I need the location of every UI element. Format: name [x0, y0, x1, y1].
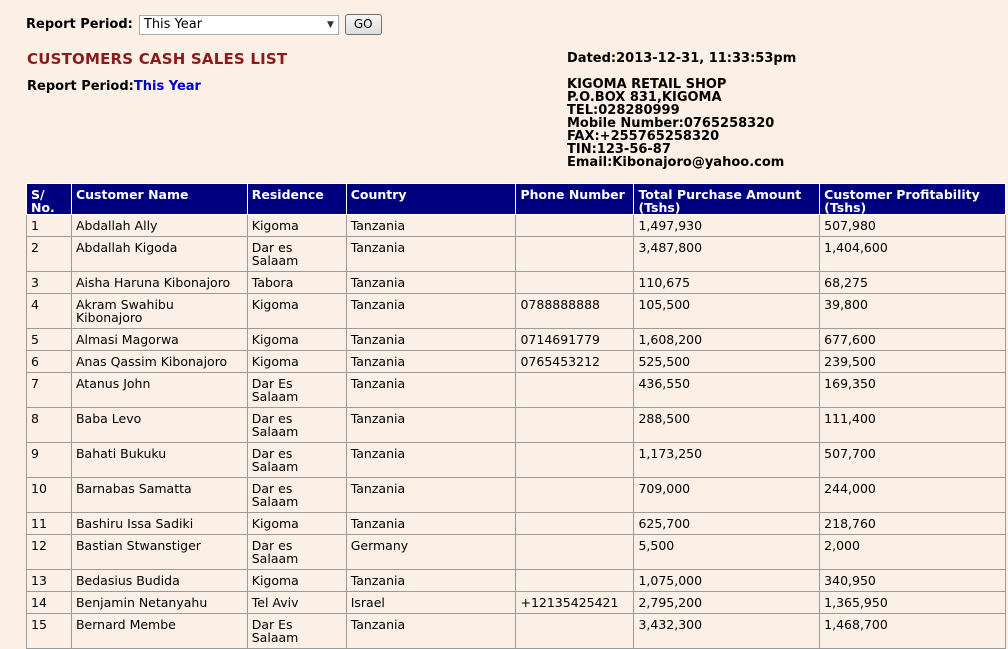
cell-profitability: 507,700	[820, 443, 1006, 478]
cell-customer-name: Aisha Haruna Kibonajoro	[71, 272, 247, 294]
shop-info	[567, 78, 784, 169]
cell-country: Tanzania	[346, 478, 516, 513]
cell-residence: Kigoma	[247, 329, 346, 351]
cell-profitability: 1,468,700	[820, 614, 1006, 649]
cell-profitability: 2,000	[820, 535, 1006, 570]
shop-fax: FAX:+255765258320	[567, 129, 720, 144]
cell-phone-number	[516, 614, 634, 649]
col-residence: Residence	[247, 184, 346, 215]
cell-phone-number	[516, 478, 634, 513]
cell-total-purchase: 1,608,200	[634, 329, 820, 351]
cell-total-purchase: 288,500	[634, 408, 820, 443]
table-row	[27, 329, 1006, 351]
cell-total-purchase: 709,000	[634, 478, 820, 513]
cell-customer-name: Baba Levo	[71, 408, 247, 443]
cell-sno: 3	[27, 272, 72, 294]
cell-sno: 6	[27, 351, 72, 373]
cell-total-purchase: 625,700	[634, 513, 820, 535]
report-title: CUSTOMERS CASH SALES LIST	[27, 50, 288, 68]
cell-country: Israel	[346, 592, 516, 614]
cell-residence: Kigoma	[247, 351, 346, 373]
table-row	[27, 373, 1006, 408]
cell-sno: 15	[27, 614, 72, 649]
cell-profitability: 239,500	[820, 351, 1006, 373]
cell-customer-name: Almasi Magorwa	[71, 329, 247, 351]
report-dated: Dated:2013-12-31, 11:33:53pm	[567, 51, 797, 66]
table-header-row	[27, 184, 1006, 215]
cell-total-purchase: 2,795,200	[634, 592, 820, 614]
cell-customer-name: Bernard Membe	[71, 614, 247, 649]
shop-box: P.O.BOX 831,KIGOMA	[567, 90, 722, 105]
cell-total-purchase: 1,075,000	[634, 570, 820, 592]
table-row	[27, 272, 1006, 294]
cell-profitability: 111,400	[820, 408, 1006, 443]
cell-country: Tanzania	[346, 443, 516, 478]
cell-country: Tanzania	[346, 294, 516, 329]
cell-total-purchase: 110,675	[634, 272, 820, 294]
cell-profitability: 218,760	[820, 513, 1006, 535]
cell-total-purchase: 436,550	[634, 373, 820, 408]
col-customer-name: Customer Name	[71, 184, 247, 215]
col-total-purchase: Total Purchase Amount (Tshs)	[634, 184, 820, 215]
shop-mobile: Mobile Number:0765258320	[567, 116, 775, 131]
cell-profitability: 244,000	[820, 478, 1006, 513]
cell-phone-number	[516, 513, 634, 535]
cell-country: Tanzania	[346, 373, 516, 408]
cell-phone-number	[516, 272, 634, 294]
table-row	[27, 535, 1006, 570]
cell-profitability: 1,404,600	[820, 237, 1006, 272]
cell-total-purchase: 5,500	[634, 535, 820, 570]
cell-profitability: 1,365,950	[820, 592, 1006, 614]
shop-tin: TIN:123-56-87	[567, 142, 671, 157]
table-row	[27, 614, 1006, 649]
cell-sno: 13	[27, 570, 72, 592]
table-row	[27, 351, 1006, 373]
table-row	[27, 592, 1006, 614]
shop-email: Email:Kibonajoro@yahoo.com	[567, 155, 785, 170]
table-row	[27, 570, 1006, 592]
table-row	[27, 513, 1006, 535]
cell-residence: Kigoma	[247, 294, 346, 329]
cell-country: Tanzania	[346, 408, 516, 443]
report-period-selected-value: This Year	[143, 17, 203, 32]
cell-sno: 7	[27, 373, 72, 408]
report-period-select[interactable]	[139, 15, 339, 35]
cell-total-purchase: 525,500	[634, 351, 820, 373]
cell-residence: Dar es Salaam	[247, 443, 346, 478]
cell-sno: 14	[27, 592, 72, 614]
cell-phone-number	[516, 535, 634, 570]
report-period-summary-label: Report Period:	[27, 79, 134, 94]
cell-phone-number	[516, 215, 634, 237]
cell-residence: Dar Es Salaam	[247, 373, 346, 408]
cell-residence: Dar es Salaam	[247, 408, 346, 443]
cell-customer-name: Bastian Stwanstiger	[71, 535, 247, 570]
cell-country: Tanzania	[346, 614, 516, 649]
report-period-label: Report Period:	[26, 17, 133, 32]
cell-phone-number	[516, 237, 634, 272]
cell-phone-number	[516, 570, 634, 592]
cell-country: Tanzania	[346, 237, 516, 272]
cell-customer-name: Atanus John	[71, 373, 247, 408]
cell-customer-name: Benjamin Netanyahu	[71, 592, 247, 614]
cell-profitability: 677,600	[820, 329, 1006, 351]
cell-profitability: 507,980	[820, 215, 1006, 237]
shop-name: KIGOMA RETAIL SHOP	[567, 77, 727, 92]
col-phone-number: Phone Number	[516, 184, 634, 215]
col-sno: S/ No.	[27, 184, 72, 215]
table-row	[27, 478, 1006, 513]
shop-tel: TEL:028280999	[567, 103, 680, 118]
cell-residence: Dar es Salaam	[247, 237, 346, 272]
cell-country: Tanzania	[346, 329, 516, 351]
cell-profitability: 39,800	[820, 294, 1006, 329]
cell-sno: 2	[27, 237, 72, 272]
cell-sno: 11	[27, 513, 72, 535]
report-period-summary-value: This Year	[133, 79, 201, 94]
cell-country: Germany	[346, 535, 516, 570]
cell-country: Tanzania	[346, 272, 516, 294]
cell-sno: 5	[27, 329, 72, 351]
cell-customer-name: Bashiru Issa Sadiki	[71, 513, 247, 535]
cell-sno: 10	[27, 478, 72, 513]
cell-country: Tanzania	[346, 351, 516, 373]
cell-profitability: 169,350	[820, 373, 1006, 408]
cell-total-purchase: 105,500	[634, 294, 820, 329]
cell-residence: Kigoma	[247, 570, 346, 592]
cell-customer-name: Abdallah Kigoda	[71, 237, 247, 272]
cell-customer-name: Akram Swahibu Kibonajoro	[71, 294, 247, 329]
cell-phone-number: 0714691779	[516, 329, 634, 351]
cell-phone-number: 0788888888	[516, 294, 634, 329]
cell-sno: 8	[27, 408, 72, 443]
go-button[interactable]: GO	[345, 14, 382, 35]
cell-profitability: 340,950	[820, 570, 1006, 592]
cell-phone-number	[516, 373, 634, 408]
cell-customer-name: Bahati Bukuku	[71, 443, 247, 478]
cell-phone-number: +12135425421	[516, 592, 634, 614]
cell-total-purchase: 1,173,250	[634, 443, 820, 478]
table-row	[27, 237, 1006, 272]
cell-phone-number	[516, 408, 634, 443]
cell-residence: Kigoma	[247, 513, 346, 535]
col-profitability: Customer Profitability (Tshs)	[820, 184, 1006, 215]
report-period-summary	[27, 79, 201, 94]
cell-country: Tanzania	[346, 570, 516, 592]
table-row	[27, 408, 1006, 443]
cell-customer-name: Anas Qassim Kibonajoro	[71, 351, 247, 373]
cell-residence: Tel Aviv	[247, 592, 346, 614]
cell-sno: 1	[27, 215, 72, 237]
cell-sno: 4	[27, 294, 72, 329]
cell-customer-name: Barnabas Samatta	[71, 478, 247, 513]
table-row	[27, 215, 1006, 237]
report-filter-bar	[26, 14, 382, 35]
cell-total-purchase: 3,487,800	[634, 237, 820, 272]
cell-customer-name: Abdallah Ally	[71, 215, 247, 237]
cell-residence: Dar es Salaam	[247, 535, 346, 570]
table-row	[27, 443, 1006, 478]
cell-residence: Dar es Salaam	[247, 478, 346, 513]
cell-phone-number: 0765453212	[516, 351, 634, 373]
cell-total-purchase: 3,432,300	[634, 614, 820, 649]
cell-residence: Tabora	[247, 272, 346, 294]
cell-sno: 12	[27, 535, 72, 570]
cell-sno: 9	[27, 443, 72, 478]
customers-table	[26, 183, 1006, 649]
table-row	[27, 294, 1006, 329]
cell-customer-name: Bedasius Budida	[71, 570, 247, 592]
cell-residence: Dar Es Salaam	[247, 614, 346, 649]
col-country: Country	[346, 184, 516, 215]
cell-country: Tanzania	[346, 215, 516, 237]
cell-country: Tanzania	[346, 513, 516, 535]
cell-residence: Kigoma	[247, 215, 346, 237]
cell-phone-number	[516, 443, 634, 478]
cell-total-purchase: 1,497,930	[634, 215, 820, 237]
cell-profitability: 68,275	[820, 272, 1006, 294]
chevron-down-icon[interactable]: ▼	[326, 19, 334, 30]
